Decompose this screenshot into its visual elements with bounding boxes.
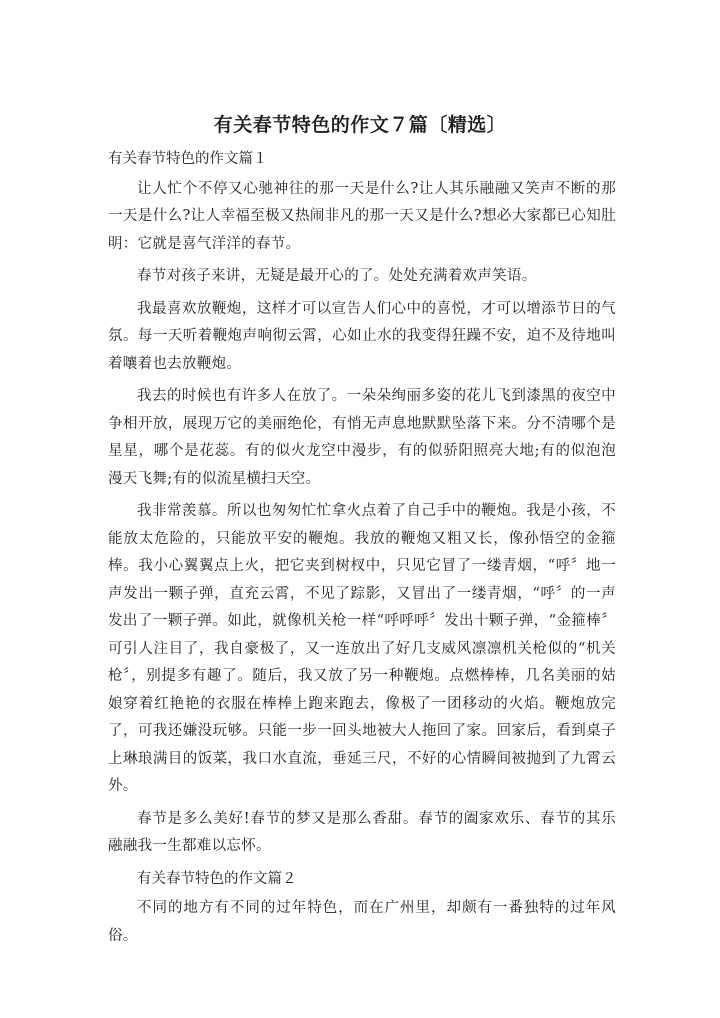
paragraph: 我最喜欢放鞭炮，这样才可以宣告人们心中的喜悦，才可以增添节日的气氛。每一天听着鞭炮声响彻云霄，心如止水的我变得狂躁不安，迫不及待地叫着嚷着也去放鞭炮。 (108, 300, 616, 372)
document-body (108, 146, 616, 955)
paragraph: 我去的时候也有许多人在放了。一朵朵绚丽多姿的花儿飞到漆黑的夜空中争相开放，展现万它的美丽绝伦，有悄无声息地默默坠落下来。分不清哪个是星星，哪个是花蕊。有的似火龙空中漫步，有的似骄阳照亮大地;有的似泡泡漫天飞舞;有的似流星横扫天空。 (108, 388, 616, 487)
paragraph: 不同的地方有不同的过年特色，而在广州里，却颇有一番独特的过年风俗。 (108, 900, 616, 944)
section-2-heading: 有关春节特色的作文篇２ (137, 870, 297, 887)
paragraph: 我非常羡慕。所以也匆匆忙忙拿火点着了自己手中的鞭炮。我是小孩，不能放太危险的，只能放平安的鞭炮。我放的鞭炮又粗又长，像孙悟空的金箍棒。我小心翼翼点上火，把它夹到树杈中，只见它冒了一缕青烟，“呼〞地一声发出一颗子弹，直充云霄，不见了踪影，又冒出了一缕青烟，“呼〞的一声发出了一颗子弹。如此，就像机关枪一样“呼呼呼〞发出十颗子弹，“金箍棒〞可引人注目了，我自豪极了，又一连放出了好几支威风凛凛机关枪似的“机关枪〞，别提多有趣了。随后，我又放了另一种鞭炮。点燃棒棒，几名美丽的姑娘穿着红艳艳的衣服在棒棒上跑来跑去，像极了一团移动的火焰。鞭炮放完了，可我还嫌没玩够。只能一步一回头地被大人拖回了家。回家后，看到桌子上琳琅满目的饭菜，我口水直流，垂延三尺，不好的心情瞬间被抛到了九霄云外。 (108, 503, 616, 794)
paragraph: 春节是多么美好!春节的梦又是那么香甜。春节的阖家欢乐、春节的其乐融融我一生都难以忘怀。 (108, 810, 616, 854)
section-1-heading: 有关春节特色的作文篇１ (108, 151, 268, 167)
paragraph: 春节对孩子来讲，无疑是最开心的了。处处充满着欢声笑语。 (137, 268, 537, 284)
document-title: 有关春节特色的作文７篇〔精选〕 (213, 114, 507, 136)
paragraph: 让人忙个不停又心驰神往的那一天是什么?让人其乐融融又笑声不断的那一天是什么?让人幸福至极又热闹非凡的那一天又是什么?想必大家都已心知肚明：它就是喜气洋洋的春节。 (108, 180, 616, 252)
